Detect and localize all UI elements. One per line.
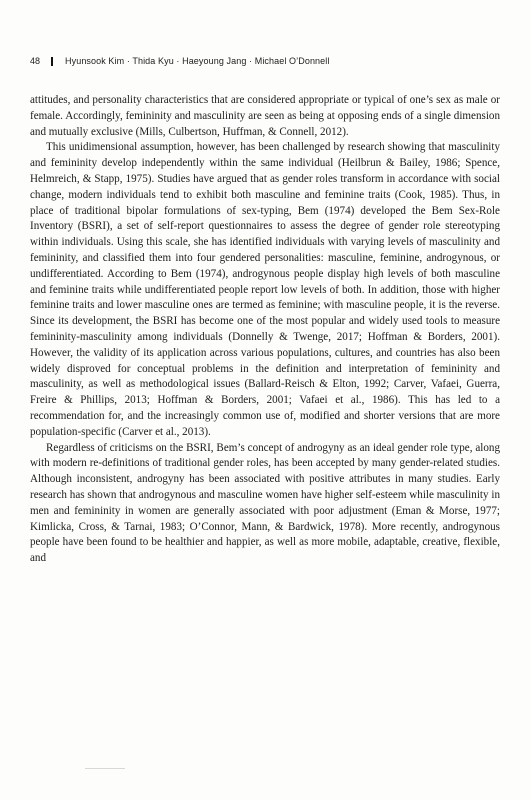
- paragraph: This unidimensional assumption, however, has been challenged by research showing that masculinity and femininity develop independently within the same individual (Heilbrun & Bailey, 1986; Spence, Helmreich, & Stapp, 1975). Studies have argued that as gender roles transform in accordance with social change, modern individuals tend to exhibit both masculine and feminine traits (Cook, 1985). Thus, in place of traditional bipolar formulations of sex-typing, Bem (1974) developed the Bem Sex-Role Inventory (BSRI), a set of self-report questionnaires to assess the degree of gender role stereotyping within individuals. Using this scale, she has identified individuals with varying levels of masculinity and femininity, and classified them into four gendered personalities: masculine, feminine, androgynous, or undifferentiated. According to Bem (1974), androgynous people display high levels of both masculine and feminine traits while undifferentiated people report low levels of both. In addition, those with higher feminine traits and lower masculine ones are termed as feminine; with masculine people, it is the reverse. Since its development, the BSRI has become one of the most popular and widely used tools to measure femininity-masculinity among individuals (Donnelly & Twenge, 2017; Hoffman & Borders, 2001). However, the validity of its application across various populations, cultures, and countries has also been widely disproved for conceptual problems in the definition and interpretation of femininity and masculinity, as well as methodological issues (Ballard-Reisch & Elton, 1992; Carver, Vafaei, Guerra, Freire & Phillips, 2013; Hoffman & Borders, 2001; Vafaei et al., 1986). This has led to a recommendation for, and the increasingly common use of, modified and shorter versions that are more population-specific (Carver et al., 2013).: [30, 141, 500, 438]
- page-number: 48: [30, 56, 41, 66]
- author-list: Hyunsook Kim · Thida Kyu · Haeyoung Jang · Michael O’Donnell: [65, 56, 330, 66]
- footer-rule: [85, 768, 125, 769]
- paragraph: Regardless of criticisms on the BSRI, Bem’s concept of androgyny as an ideal gender role type, along with modern re-definitions of traditional gender roles, has been accepted by many gender-related studies. Although inconsistent, androgyny has been associated with positive attributes in many studies. Early research has shown that androgynous and masculine women have higher self-esteem while masculinity in men and femininity in women are generally associated with poor adjustment (Eman & Morse, 1977; Kimlicka, Cross, & Tarnai, 1983; O’Connor, Mann, & Bardwick, 1978). More recently, androgynous people have been found to be healthier and happier, as well as more mobile, adaptable, creative, flexible, and: [30, 441, 500, 565]
- header-separator: [51, 57, 53, 66]
- body-text: [30, 93, 500, 567]
- running-head: [30, 54, 510, 68]
- paragraph-continued: attitudes, and personality characteristics that are considered appropriate or typical of one’s sex as male or female. Accordingly, femininity and masculinity are seen as being at opposing ends of a single dimension and mutually exclusive (Mills, Culbertson, Huffman, & Connell, 2012).: [30, 94, 500, 138]
